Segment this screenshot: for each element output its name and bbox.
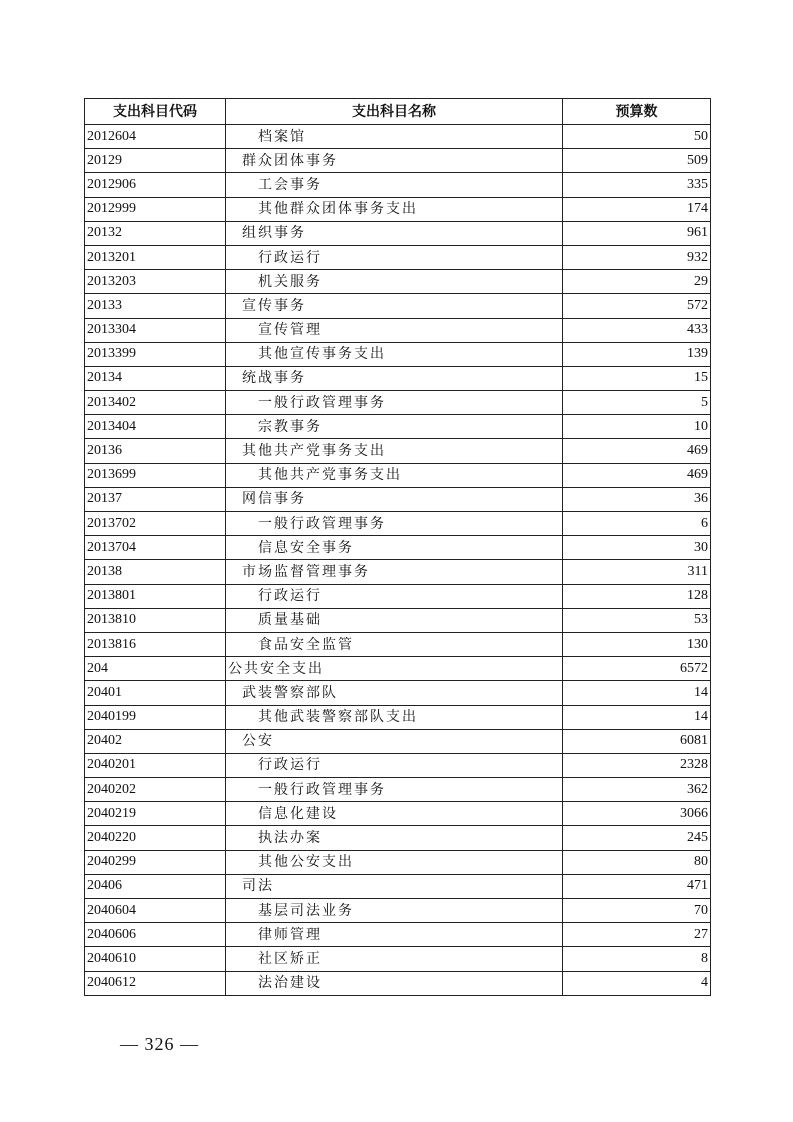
- cell-code: 2013402: [85, 391, 226, 415]
- cell-name: 社区矫正: [226, 947, 563, 971]
- table-row: [85, 366, 711, 390]
- cell-amount: 6572: [563, 657, 711, 681]
- cell-code: 20134: [85, 366, 226, 390]
- cell-code: 20401: [85, 681, 226, 705]
- table-row: [85, 125, 711, 149]
- table-row: [85, 270, 711, 294]
- table-row: [85, 463, 711, 487]
- cell-name: 行政运行: [226, 584, 563, 608]
- cell-code: 2013699: [85, 463, 226, 487]
- table-row: [85, 778, 711, 802]
- cell-code: 20136: [85, 439, 226, 463]
- cell-code: 2013801: [85, 584, 226, 608]
- cell-name: 宣传管理: [226, 318, 563, 342]
- cell-name: 其他公安支出: [226, 850, 563, 874]
- cell-amount: 15: [563, 366, 711, 390]
- cell-name: 其他共产党事务支出: [226, 463, 563, 487]
- cell-name: 信息化建设: [226, 802, 563, 826]
- table-row: [85, 342, 711, 366]
- cell-code: 2013203: [85, 270, 226, 294]
- cell-code: 20133: [85, 294, 226, 318]
- cell-amount: 27: [563, 923, 711, 947]
- cell-code: 2013704: [85, 536, 226, 560]
- cell-code: 20132: [85, 221, 226, 245]
- cell-amount: 335: [563, 173, 711, 197]
- table-row: [85, 197, 711, 221]
- header-code: 支出科目代码: [85, 99, 226, 125]
- cell-name: 行政运行: [226, 753, 563, 777]
- cell-name: 统战事务: [226, 366, 563, 390]
- cell-amount: 36: [563, 487, 711, 511]
- table-row: [85, 874, 711, 898]
- table-row: [85, 802, 711, 826]
- cell-amount: 4: [563, 971, 711, 995]
- cell-name: 其他宣传事务支出: [226, 342, 563, 366]
- table-row: [85, 657, 711, 681]
- cell-name: 宣传事务: [226, 294, 563, 318]
- cell-code: 2040220: [85, 826, 226, 850]
- cell-name: 网信事务: [226, 487, 563, 511]
- table-row: [85, 971, 711, 995]
- table-row: [85, 439, 711, 463]
- header-amount: 预算数: [563, 99, 711, 125]
- cell-name: 律师管理: [226, 923, 563, 947]
- cell-code: 2013702: [85, 512, 226, 536]
- table-row: [85, 826, 711, 850]
- cell-code: 2013810: [85, 608, 226, 632]
- cell-amount: 509: [563, 149, 711, 173]
- cell-name: 一般行政管理事务: [226, 391, 563, 415]
- cell-amount: 30: [563, 536, 711, 560]
- cell-name: 信息安全事务: [226, 536, 563, 560]
- cell-code: 2040199: [85, 705, 226, 729]
- cell-code: 20406: [85, 874, 226, 898]
- cell-amount: 6081: [563, 729, 711, 753]
- cell-amount: 2328: [563, 753, 711, 777]
- cell-amount: 469: [563, 463, 711, 487]
- cell-code: 2040202: [85, 778, 226, 802]
- table-row: [85, 487, 711, 511]
- cell-name: 司法: [226, 874, 563, 898]
- cell-code: 20402: [85, 729, 226, 753]
- cell-amount: 433: [563, 318, 711, 342]
- cell-name: 其他武装警察部队支出: [226, 705, 563, 729]
- cell-code: 2040610: [85, 947, 226, 971]
- cell-name: 档案馆: [226, 125, 563, 149]
- cell-code: 2040604: [85, 899, 226, 923]
- cell-name: 机关服务: [226, 270, 563, 294]
- page-number: — 326 —: [120, 1034, 199, 1054]
- table-row: [85, 705, 711, 729]
- cell-amount: 245: [563, 826, 711, 850]
- cell-code: 2012604: [85, 125, 226, 149]
- cell-amount: 469: [563, 439, 711, 463]
- table-row: [85, 294, 711, 318]
- table-row: [85, 415, 711, 439]
- cell-code: 20137: [85, 487, 226, 511]
- cell-name: 武装警察部队: [226, 681, 563, 705]
- cell-name: 公安: [226, 729, 563, 753]
- table-row: [85, 850, 711, 874]
- cell-code: 2013201: [85, 245, 226, 269]
- cell-amount: 80: [563, 850, 711, 874]
- cell-code: 20138: [85, 560, 226, 584]
- cell-name: 宗教事务: [226, 415, 563, 439]
- table-body: [85, 125, 711, 996]
- cell-name: 群众团体事务: [226, 149, 563, 173]
- cell-amount: 139: [563, 342, 711, 366]
- table-row: [85, 318, 711, 342]
- cell-code: 20129: [85, 149, 226, 173]
- cell-name: 执法办案: [226, 826, 563, 850]
- cell-amount: 5: [563, 391, 711, 415]
- cell-amount: 311: [563, 560, 711, 584]
- cell-code: 2013816: [85, 632, 226, 656]
- table-row: [85, 245, 711, 269]
- cell-code: 2040201: [85, 753, 226, 777]
- cell-name: 工会事务: [226, 173, 563, 197]
- cell-name: 市场监督管理事务: [226, 560, 563, 584]
- cell-name: 法治建设: [226, 971, 563, 995]
- cell-amount: 572: [563, 294, 711, 318]
- cell-code: 2040299: [85, 850, 226, 874]
- table-row: [85, 391, 711, 415]
- table-row: [85, 560, 711, 584]
- cell-amount: 29: [563, 270, 711, 294]
- table-row: [85, 512, 711, 536]
- cell-code: 2013404: [85, 415, 226, 439]
- cell-name: 食品安全监管: [226, 632, 563, 656]
- cell-amount: 8: [563, 947, 711, 971]
- cell-amount: 362: [563, 778, 711, 802]
- cell-amount: 14: [563, 681, 711, 705]
- cell-amount: 6: [563, 512, 711, 536]
- cell-amount: 932: [563, 245, 711, 269]
- table-row: [85, 947, 711, 971]
- cell-amount: 128: [563, 584, 711, 608]
- cell-name: 一般行政管理事务: [226, 778, 563, 802]
- cell-amount: 961: [563, 221, 711, 245]
- cell-code: 2013304: [85, 318, 226, 342]
- cell-code: 2040219: [85, 802, 226, 826]
- cell-amount: 70: [563, 899, 711, 923]
- table-row: [85, 729, 711, 753]
- table-row: [85, 608, 711, 632]
- table-row: [85, 632, 711, 656]
- cell-code: 204: [85, 657, 226, 681]
- cell-code: 2040612: [85, 971, 226, 995]
- cell-amount: 53: [563, 608, 711, 632]
- budget-table: [84, 98, 711, 996]
- cell-name: 其他共产党事务支出: [226, 439, 563, 463]
- cell-name: 公共安全支出: [226, 657, 563, 681]
- cell-name: 组织事务: [226, 221, 563, 245]
- header-name: 支出科目名称: [226, 99, 563, 125]
- table-row: [85, 173, 711, 197]
- cell-amount: 174: [563, 197, 711, 221]
- cell-name: 一般行政管理事务: [226, 512, 563, 536]
- table-row: [85, 899, 711, 923]
- table-row: [85, 923, 711, 947]
- cell-amount: 50: [563, 125, 711, 149]
- table-row: [85, 584, 711, 608]
- cell-name: 行政运行: [226, 245, 563, 269]
- table-row: [85, 221, 711, 245]
- table-row: [85, 536, 711, 560]
- cell-name: 其他群众团体事务支出: [226, 197, 563, 221]
- table-row: [85, 681, 711, 705]
- cell-name: 质量基础: [226, 608, 563, 632]
- cell-code: 2012999: [85, 197, 226, 221]
- cell-amount: 130: [563, 632, 711, 656]
- cell-amount: 471: [563, 874, 711, 898]
- cell-amount: 14: [563, 705, 711, 729]
- cell-code: 2013399: [85, 342, 226, 366]
- table-header-row: [85, 99, 711, 125]
- cell-code: 2012906: [85, 173, 226, 197]
- table-row: [85, 753, 711, 777]
- cell-amount: 10: [563, 415, 711, 439]
- cell-code: 2040606: [85, 923, 226, 947]
- cell-name: 基层司法业务: [226, 899, 563, 923]
- table-row: [85, 149, 711, 173]
- cell-amount: 3066: [563, 802, 711, 826]
